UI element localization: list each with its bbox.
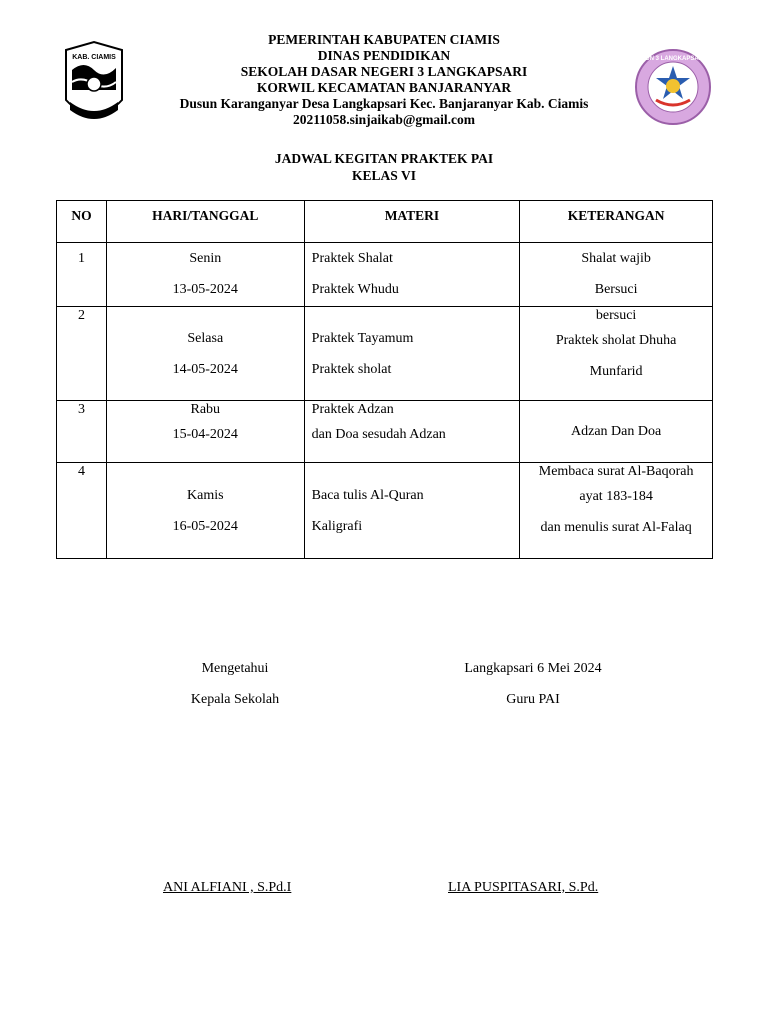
signature-left-line-1: Mengetahui: [201, 661, 269, 676]
col-header-materi: MATERI: [304, 201, 520, 243]
header-line-korwil: KORWIL KECAMATAN BANJARANYAR: [256, 80, 512, 95]
document-title: [0, 150, 768, 184]
row-ket-line: Bersuci: [594, 282, 638, 297]
row-ket-line: Membaca surat Al-Baqorah: [538, 464, 694, 479]
row-materi-line: Praktek Shalat: [311, 251, 393, 266]
row-date: 13-05-2024: [172, 282, 238, 297]
teacher-name: LIA PUSPITASARI, S.Pd.: [448, 880, 599, 895]
row-date: 14-05-2024: [172, 361, 238, 377]
col-header-day: HARI/TANGGAL: [106, 201, 304, 243]
row-materi-line: Kaligrafi: [311, 518, 363, 534]
header-line-school: SEKOLAH DASAR NEGERI 3 LANGKAPSARI: [240, 64, 528, 79]
row-date: 15-04-2024: [172, 427, 238, 442]
svg-text:SDN 3 LANGKAPSARI: SDN 3 LANGKAPSARI: [641, 56, 705, 62]
schedule-table: [56, 200, 713, 559]
letterhead: [0, 32, 768, 128]
row-ket-line: dan menulis surat Al-Falaq: [540, 520, 692, 535]
row-materi-line: Praktek sholat: [311, 361, 392, 377]
row-day: Senin: [189, 251, 222, 266]
row-materi-line: Praktek Adzan: [311, 402, 394, 417]
row-materi-line: Praktek Whudu: [311, 282, 399, 297]
signature-left-block: [135, 653, 335, 715]
title-line-1: JADWAL KEGITAN PRAKTEK PAI: [274, 151, 494, 166]
header-line-government: PEMERINTAH KABUPATEN CIAMIS: [268, 32, 500, 47]
row-ket-line: Adzan Dan Doa: [571, 424, 662, 439]
header-line-address: Dusun Karanganyar Desa Langkapsari Kec. Banjaranyar Kab. Ciamis: [179, 96, 589, 111]
signature-right-line-2: Guru PAI: [506, 692, 560, 707]
table-row: [57, 463, 713, 559]
row-day: Kamis: [187, 487, 224, 503]
row-no: 2: [77, 308, 85, 323]
row-ket-line: Praktek sholat Dhuha: [555, 333, 677, 348]
signature-left-line-2: Kepala Sekolah: [190, 692, 280, 707]
row-ket-line: bersuci: [595, 308, 637, 323]
table-row: [57, 307, 713, 401]
row-ket-line: ayat 183-184: [579, 489, 653, 504]
signature-right-block: [423, 653, 643, 715]
col-header-no: NO: [57, 201, 107, 243]
row-no: 3: [77, 402, 85, 417]
row-materi-line: dan Doa sesudah Adzan: [311, 427, 446, 442]
row-materi-line: Baca tulis Al-Quran: [311, 487, 424, 503]
row-no: 4: [77, 464, 85, 479]
row-day: Selasa: [187, 330, 224, 346]
table-row: [57, 243, 713, 307]
svg-text:KAB. CIAMIS: KAB. CIAMIS: [72, 54, 116, 61]
header-line-email: 20211058.sinjaikab@gmail.com: [292, 112, 476, 127]
table-row: [57, 401, 713, 463]
row-day: Rabu: [190, 402, 221, 417]
col-header-keterangan: KETERANGAN: [520, 201, 713, 243]
header-line-department: DINAS PENDIDIKAN: [317, 48, 451, 63]
row-materi-line: Praktek Tayamum: [311, 330, 414, 346]
row-no: 1: [77, 251, 85, 266]
row-ket-line: Munfarid: [589, 364, 643, 379]
signature-right-line-1: Langkapsari 6 Mei 2024: [464, 661, 602, 676]
table-header-row: [57, 201, 713, 243]
title-line-2: KELAS VI: [352, 168, 416, 183]
row-ket-line: Shalat wajib: [581, 251, 651, 266]
principal-name: ANI ALFIANI , S.Pd.I: [163, 880, 292, 895]
row-date: 16-05-2024: [172, 518, 238, 534]
